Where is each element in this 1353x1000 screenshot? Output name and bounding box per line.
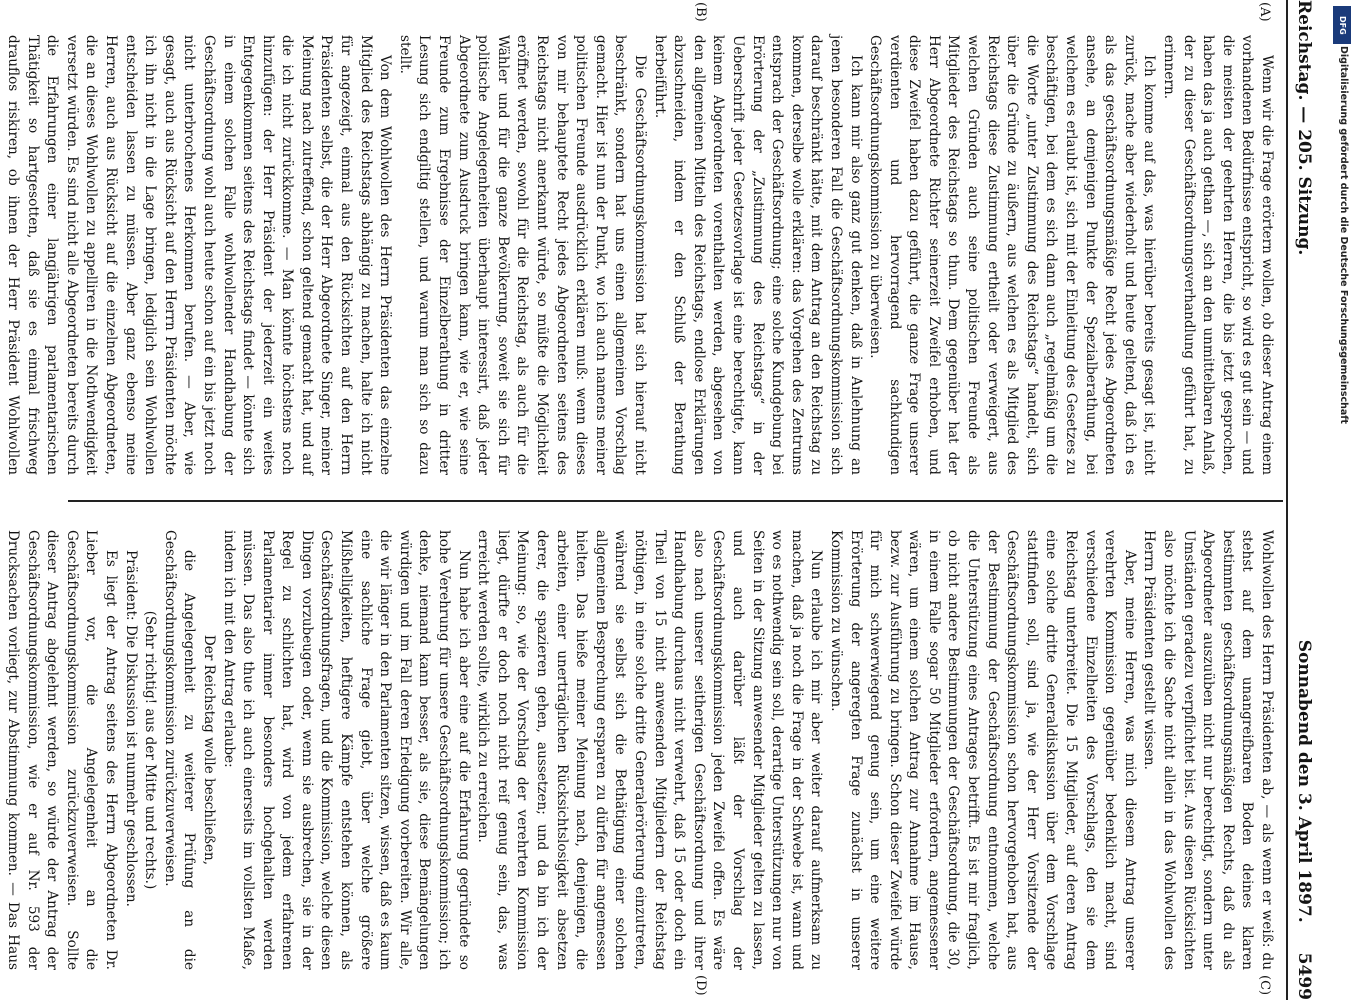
paragraph: Aber, meine Herren, was mich diesem Antrag unserer verehrten Kommission gegenüber bedenklich macht, sind verschiedene Einzelheiten des Vorschlags, den sie dem Reichstag unterbreitet. Die 15 Mitglieder, auf deren Antrag eine solche dritte Generaldiskussion über dem Vorschlage stattfinden soll, sind ja, wie der Herr Vorsitzende der Geschäftsordnungskommission schon hervorgehoben hat, aus der Bestimmung der Geschäftsordnung entnommen, welche die Unterstützung eines Antrages betrifft. Es ist mir fraglich, ob nicht andere Bestimmungen der Geschäftsordnung, die 30, in einem Falle sogar 50 Mitglieder erfordern, angemessener wären, um einem solchen Antrag zur Annahme im Hause, bezw. zur Ausführung zu bringen. Schon dieser Zweifel würde für mich schwerwiegend genug sein, um eine weitere Erörterung der angeregten Frage zunächst in unserer Kommission zu wünschen. xyxy=(827,530,1138,970)
president-statement: Präsident: Die Diskussion ist nunmehr geschlossen. xyxy=(122,550,139,907)
rotated-newspaper-page xyxy=(5,0,1328,1000)
dfg-logo: DFG xyxy=(1333,6,1351,44)
column-divider xyxy=(68,500,1283,502)
motion-heading: Der Reichstag wolle beschließen, xyxy=(200,634,217,866)
margin-marker-c: (C) xyxy=(1257,975,1272,996)
paragraph: Ich kann mir also ganz gut denken, daß in Anlehnung an jenen besonderen Fall die Geschäftsordnungskommission sich darauf beschränkt hätte, mit dem Antrag an den Reichstag zu kommen, derselbe wolle erklären: das Vorgehen des Zentrums entsprach der Geschäftsordnung; eine solche Kundgebung bei Erörterung der „Zustimmung des Reichstags“ in der Ueberschrift jeder Gesetzesvorlage ist eine berechtigte, kann keinem Abgeordneten vorenthalten werden, abgesehen von den allgemeinen Mitteln des Reichstags, endlose Erklärungen abzuschneiden, indem er den Schluß der Berathung herbeiführt. xyxy=(651,35,864,475)
margin-marker-d: (D) xyxy=(693,975,708,996)
paragraph: Nun erlaube ich mir aber weiter darauf aufmerksam zu machen, daß ja noch die Frage in der Schwebe ist, wann und wo es nothwendig sein soll, derartige Unterstützungen nur von Seiten in der Sitzung anwesender Mitglieder gelten zu lassen, und auch darüber läßt der Vorschlag der Geschäftsordnungskommission jeden Zweifel offen. Es wäre also nach unserer seitherigen Geschäftsordnung und ihrer Handhabung durchaus nicht verwehrt, daß 15 oder doch ein Theil von 15 nicht anwesenden Mitgliedern der Reichstag nöthigen, in eine solche dritte Generalerörterung einzutreten, während sie selbst sich die Bethätigung einer solchen allgemeinen Besprechung ersparen zu dürfen für angemessen hielten. Das hieße meiner Meinung nach, denjenigen, die arbeiten, einer unerträglichen Rücksichtslosigkeit absetzen derer, die spazieren gehen, aussetzen; und da bin ich der Meinung: so, wie der Vorschlag der verehrten Kommission liegt, dürfte er doch noch nicht reif genug sein, das, was erreicht werden sollte, wirklich zu erreichen. xyxy=(475,530,825,970)
page-number: 5499 xyxy=(1294,952,1314,1000)
header-date: Sonnabend den 3. April 1897. xyxy=(1294,639,1314,923)
paragraph: Es liegt der Antrag seitens des Herrn Abgeordneten Dr. Lieber vor, die Angelegenheit an die Geschäftsordnungskommission zurückzuverweisen. Sollte dieser Antrag abgelehnt werden, so würde der Antrag der Geschäftsordnungskommission, wie er auf Nr. 593 der Drucksachen vorliegt, zur Abstimmung kommen. — Das Haus xyxy=(5,530,119,970)
applause-note: (Sehr richtig! aus der Mitte und rechts.) xyxy=(142,610,159,890)
paragraph: Von dem Wohlwollen des Herrn Präsidenten das einzelne Mitglied des Reichstags abhängig zu machen, halte ich nicht für angezeigt, einmal aus den Rücksichten auf den Herrn Präsidenten selbst, die der Herr Abgeordnete Singer, meiner Meinung nach zutreffend, schon geltend gemacht hat, und auf die ich nicht zurückkomme. — Man könnte höchstens noch hinzufügen: der Herr Präsident der jederzeit ein weites Entgegenkommen seitens des Reichstags findet — könnte sich in einem solchen Falle wohlwollender Handhabung der Geschäftsordnung wohl auch heute schon auf ein bis jetzt noch nicht unterbrochenes Herkommen berufen. — Aber, wie gesagt, auch aus Rücksicht auf den Herrn Präsidenten möchte ich ihn nicht in die Lage bringen, lediglich sein Wohlwollen entscheiden lassen zu müssen. Aber ganz ebenso meine Herren, auch aus Rücksicht auf die einzelnen Abgeordneten, die an dieses Wohlwollen zu appelliren in die Nothwendigkeit versetzt würden. Es sind nicht alle Abgeordneten bereits durch die Erfahrungen einer langjährigen parlamentarischen Thätigkeit so hartgesotten, daß sie es einmal frischweg drauflos riskiren, ob ihnen der Herr Präsident Wohlwollen xyxy=(5,35,394,475)
right-text-column xyxy=(0,530,1276,970)
paragraph: Wohlwollen des Herrn Präsidenten ab, — als wenn er weiß: du stehst auf dem unangreifbaren Boden deines klaren bestimmten geschäftsordnungsmäßigen Rechts, daß du als Abgeordneter auszuüben nicht nur berechtigt, sondern unter Umständen geradezu verpflichtet bist. Aus diesen Rücksichten also möchte ich die Sache nicht allein in das Wohlwollen des Herrn Präsidenten gestellt wissen. xyxy=(1141,530,1275,970)
paragraph: Die Geschäftsordnungskommission hat sich hierauf nicht beschränkt, sondern hat uns einen allgemeinen Vorschlag gemacht. Hier ist nun der Punkt, wo ich auch namens meiner politischen Freunde ausdrücklich erklären muß: wenn dieses von mir behauptete Recht jedes Abgeordneten seitens des Reichstags nicht anerkannt würde, so müßte die Möglichkeit eröffnet werden, sowohl für die Reichstag, als auch für die Wähler und für die ganze Bevölkerung, soweit sie sich für politische Angelegenheiten überhaupt interessirt, daß jeder Abgeordnete zum Ausdruck bringen kann, wie er, wie seine Freunde zum Ergebnisse der Einzelberathung in dritter Lesung sich endgiltig stellen, und warum man sich so dazu stellt. xyxy=(396,35,648,475)
left-text-column xyxy=(0,35,1276,475)
motion-text: die Angelegenheit zu weiterer Prüfung an die Geschäftsordnungskommission zurückzuverweisen. xyxy=(161,530,198,970)
paragraph: Ich komme auf das, was hierüber bereits gesagt ist, nicht zurück, mache aber wiederholt und heute geltend, daß ich es als das geschäftsordnungsmäßige Recht jedes Abgeordneten ansehe, an demjenigen Punkte der Spezialberathung, bei welchem es erlaubt ist, sich mit der Einleitung des Gesetzes zu beschäftigen, bei dem es sich dann auch „regelmäßig um die die Worte „unter Zustimmung des Reichstags“ handelt, sich über die Gründe zu äußern, aus welchen es als Mitglied des Reichstags diese Zustimmung ertheilt oder verweigert, aus welchen Gründen auch seine politischen Freunde als Mitglieder des Reichstags so thun. Dem gegenüber hat der Herr Abgeordnete Richter seinerzeit Zweifel erhoben, und diese Zweifel haben dazu geführt, die ganze Frage unserer verdienten und hervorragend sachkundigen Geschäftsordnungskommission zu überweisen. xyxy=(867,35,1158,475)
digitization-credit: Digitalisierung gefördert durch die Deutsche Forschungsgemeinschaft xyxy=(1338,46,1349,424)
header-session: Reichstag. — 205. Sitzung. xyxy=(1294,0,1314,256)
page-header xyxy=(1294,0,1328,1000)
margin-marker-b: (B) xyxy=(693,2,708,22)
paragraph: Wenn wir die Frage erörtern wollen, ob dieser Antrag einem vorhandenen Bedürfnisse entspricht, so wird es gut sein — und die meisten der geehrten Herren, die bis jetzt gesprochen, haben das ja auch gethan —, sich an den unmittelbaren Anlaß, der zu dieser Geschäftsordnungsverhandlung geführt hat, zu erinnern. xyxy=(1161,35,1275,475)
paragraph: Nun habe ich aber eine auf die Erfahrung gegründete so hohe Verehrung für unsere Geschäftsordnungskommission; ich denke, niemand kann besser, als sie, diese Bemängelungen würdigen und im Fall deren Erledigung vorbereiten. Wir alle, die wir länger in den Parlamenten sitzen, wissen, daß es kaum eine sachliche Frage giebt, über welche größere Mißhelligkeiten, heftigere Kämpfe entstehen können, als Geschäftsordnungsfragen, und die Kommission, welche diesen Dingen vorzubeugen oder, wenn sie ausbrechen, sie in der Regel zu schlichten hat, wird von jedem erfahrenen Parlamentarier immer besonders hochgehalten werden müssen. Das also thue ich auch einerseits im vollsten Maße, indem ich mit den Antrag erlaube: xyxy=(220,530,472,970)
margin-marker-a: (A) xyxy=(1257,2,1272,22)
header-rule xyxy=(1286,0,1288,1000)
